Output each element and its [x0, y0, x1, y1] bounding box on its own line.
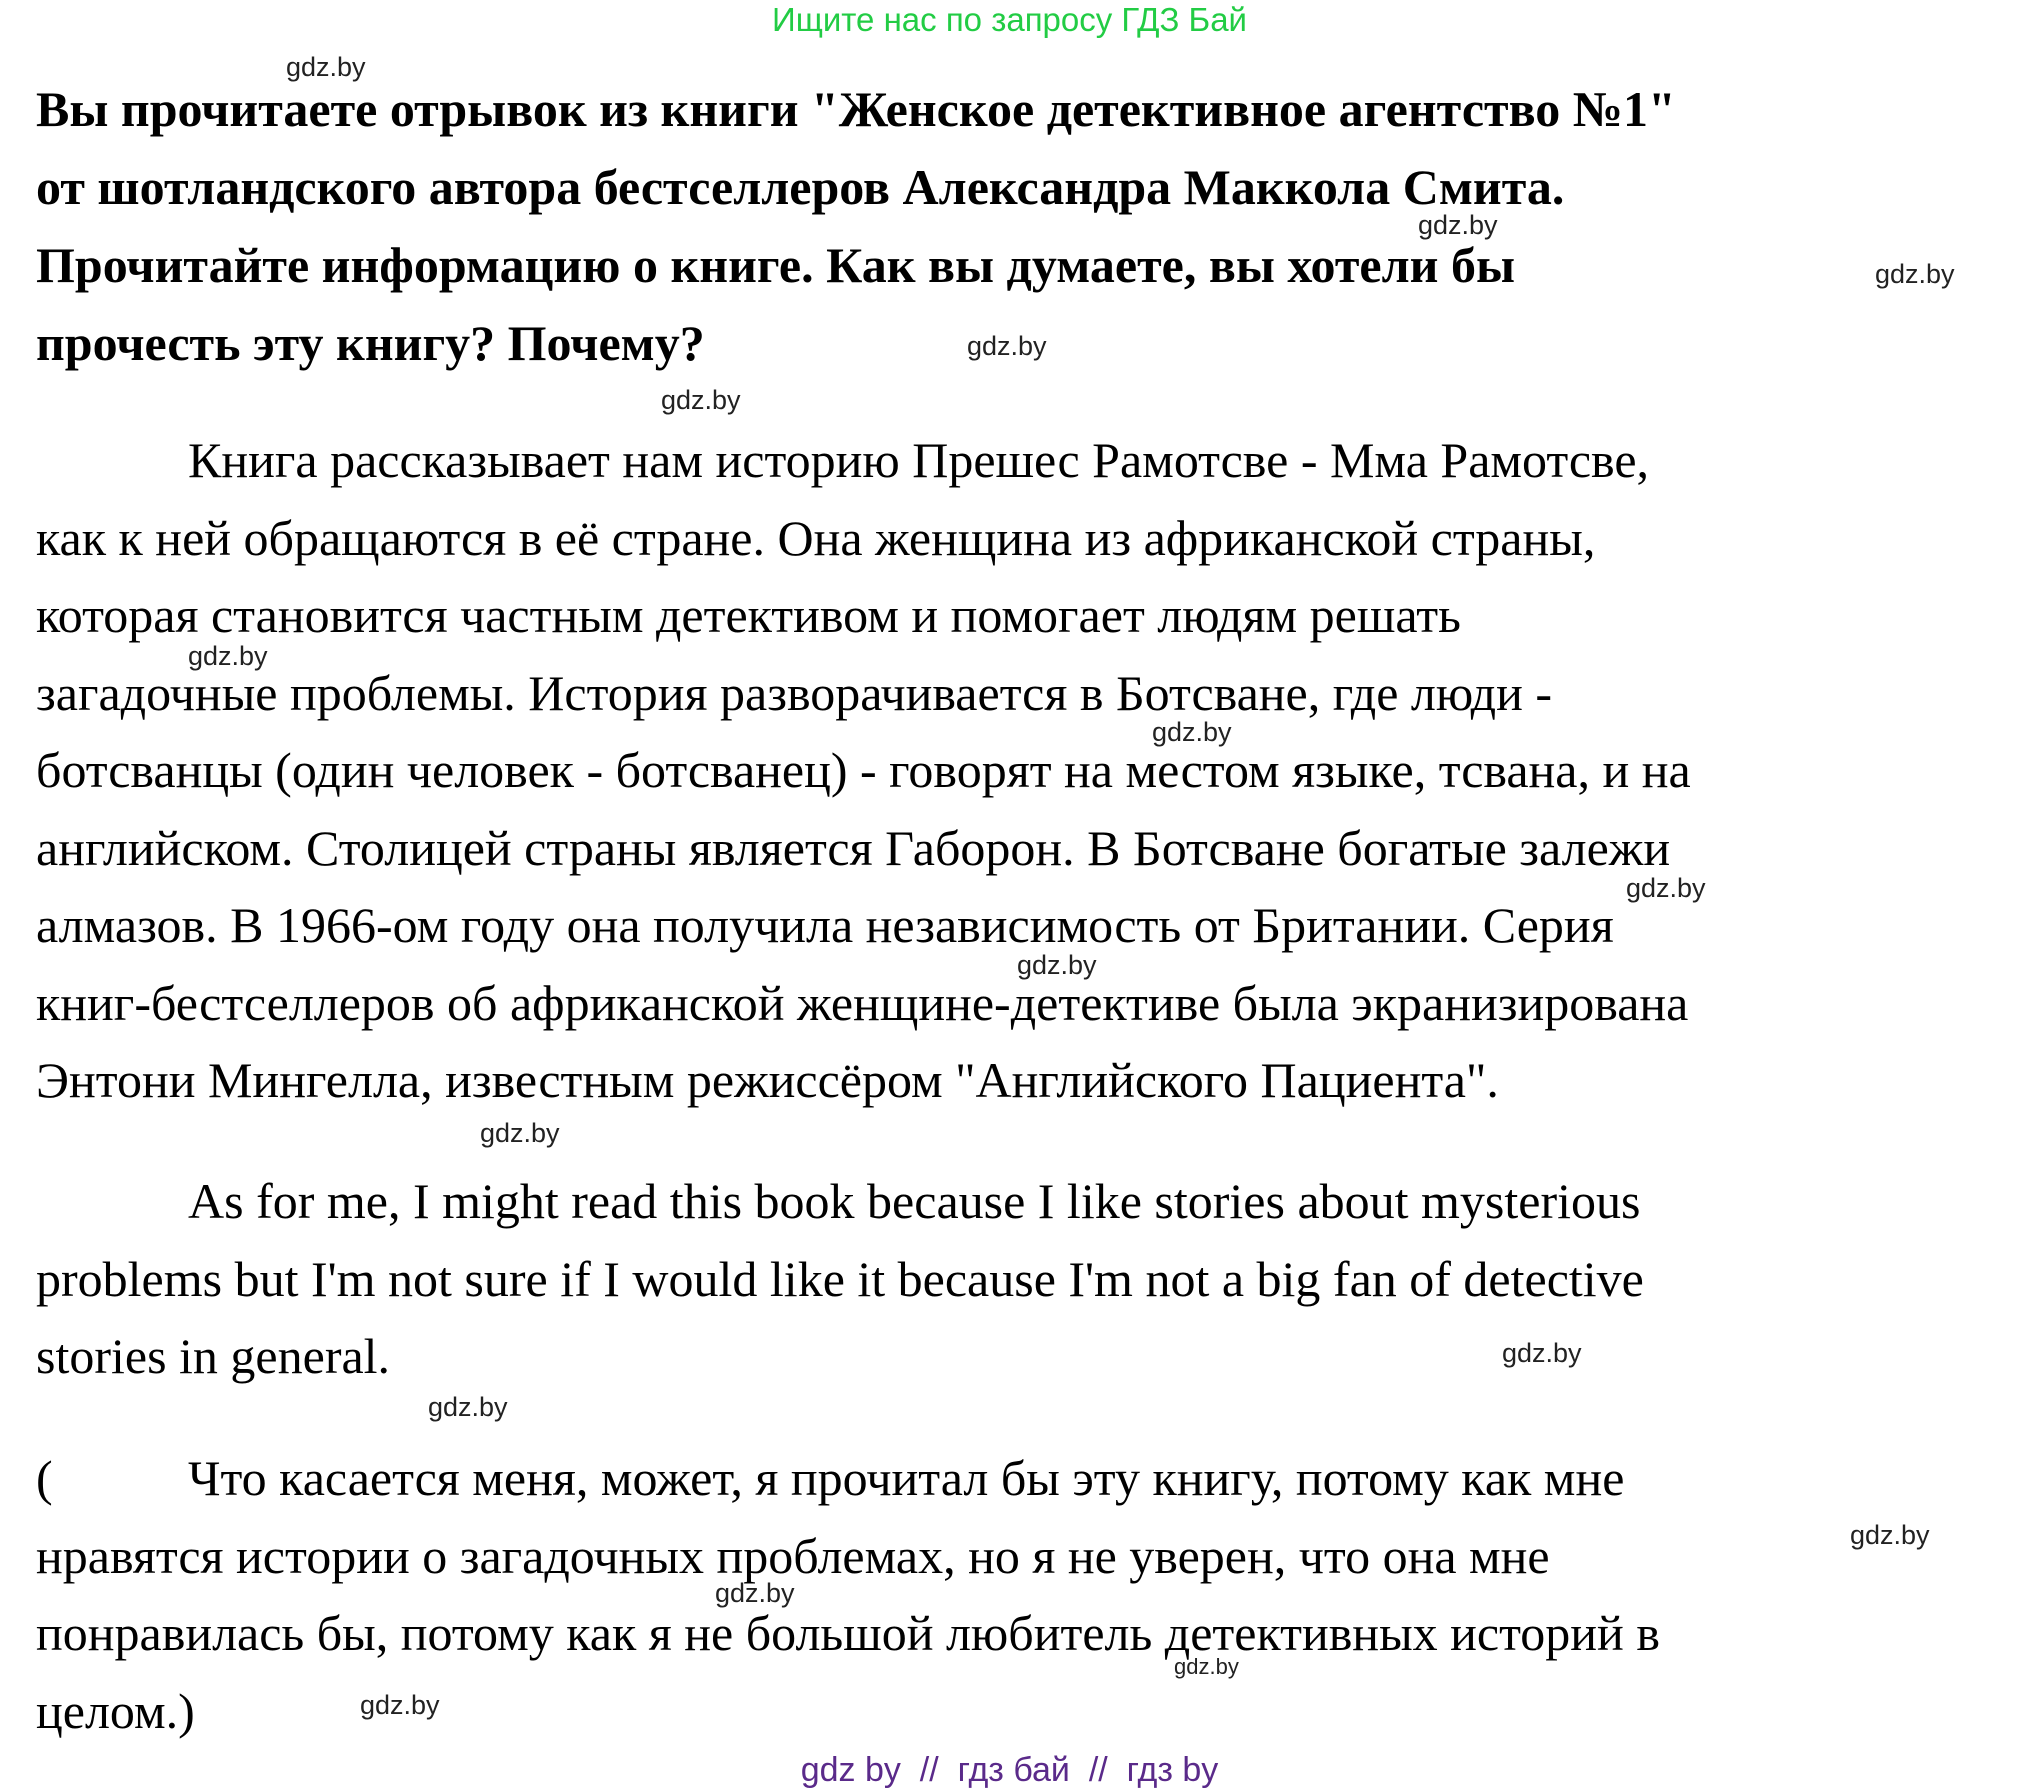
answer-english-paragraph — [36, 1163, 2016, 1396]
watermark: gdz.by — [1875, 259, 1955, 289]
answer-russian-paragraph — [36, 422, 2016, 1120]
opening-parenthesis: ( — [36, 1450, 53, 1506]
paragraph-line: алмазов. В 1966-ом году она получила независимость от Британии. Серия — [36, 897, 1614, 953]
task-line: Вы прочитаете отрывок из книги "Женское детективное агентство №1" — [36, 81, 1676, 137]
watermark: gdz.by — [715, 1578, 795, 1608]
watermark: gdz.by — [188, 641, 268, 671]
paragraph-line: stories in general. — [36, 1328, 391, 1384]
watermark: gdz.by — [1152, 717, 1232, 747]
watermark: gdz.by — [360, 1690, 440, 1720]
translation-paragraph — [36, 1440, 2016, 1750]
footer-links: gdz by // гдз бай // гдз by — [800, 1751, 1219, 1789]
task-line: прочесть эту книгу? Почему? — [36, 315, 705, 371]
paragraph-line: которая становится частным детективом и помогает людям решать — [36, 587, 1461, 643]
task-line: Прочитайте информацию о книге. Как вы думаете, вы хотели бы — [36, 237, 1515, 293]
paragraph-line-text: Что касается меня, может, я прочитал бы эту книгу, потому как мне — [188, 1450, 1625, 1506]
paragraph-line: понравилась бы, потому как я не большой любитель детективных историй в — [36, 1605, 1660, 1661]
watermark: gdz.by — [1174, 1654, 1239, 1679]
watermark: gdz.by — [1850, 1520, 1930, 1550]
paragraph-line: как к ней обращаются в её стране. Она женщина из африканской страны, — [36, 509, 1596, 566]
watermark: gdz.by — [1502, 1338, 1582, 1368]
paragraph-line: книг-бестселлеров об африканской женщине-детективе была экранизирована — [36, 974, 1689, 1031]
paragraph-line: ботсванцы (один человек - ботсванец) - говорят на местом языке, тсвана, и на — [36, 742, 1691, 798]
task-line: от шотландского автора бестселлеров Александра Маккола Смита. — [36, 159, 1565, 215]
watermark: gdz.by — [428, 1392, 508, 1422]
watermark: gdz.by — [1626, 873, 1706, 903]
paragraph-line: Энтони Мингелла, известным режиссёром "Английского Пациента". — [36, 1052, 1499, 1108]
paragraph-line: целом.) — [36, 1682, 195, 1739]
paragraph-line: английском. Столицей страны является Габорон. В Ботсване богатые залежи — [36, 819, 1671, 876]
paragraph-line: problems but I'm not sure if I would like it because I'm not a big fan of detective — [36, 1250, 1644, 1307]
paragraph-line: Книга рассказывает нам историю Прешес Рамотсве - Мма Рамотсве, — [188, 432, 1650, 488]
paragraph-line: нравятся истории о загадочных проблемах, но я не уверен, что она мне — [36, 1527, 1550, 1584]
paragraph-line — [36, 1440, 2016, 1518]
search-hint-banner: Ищите нас по запросу ГДЗ Бай — [772, 1, 1247, 38]
watermark: gdz.by — [286, 52, 366, 82]
watermark: gdz.by — [967, 331, 1047, 361]
paragraph-line: загадочные проблемы. История разворачивается в Ботсване, где люди - — [36, 664, 1553, 721]
watermark: gdz.by — [661, 385, 741, 415]
watermark: gdz.by — [480, 1118, 560, 1148]
watermark: gdz.by — [1017, 950, 1097, 980]
paragraph-line: As for me, I might read this book because I like stories about mysterious — [188, 1173, 1641, 1229]
watermark: gdz.by — [1418, 210, 1498, 240]
